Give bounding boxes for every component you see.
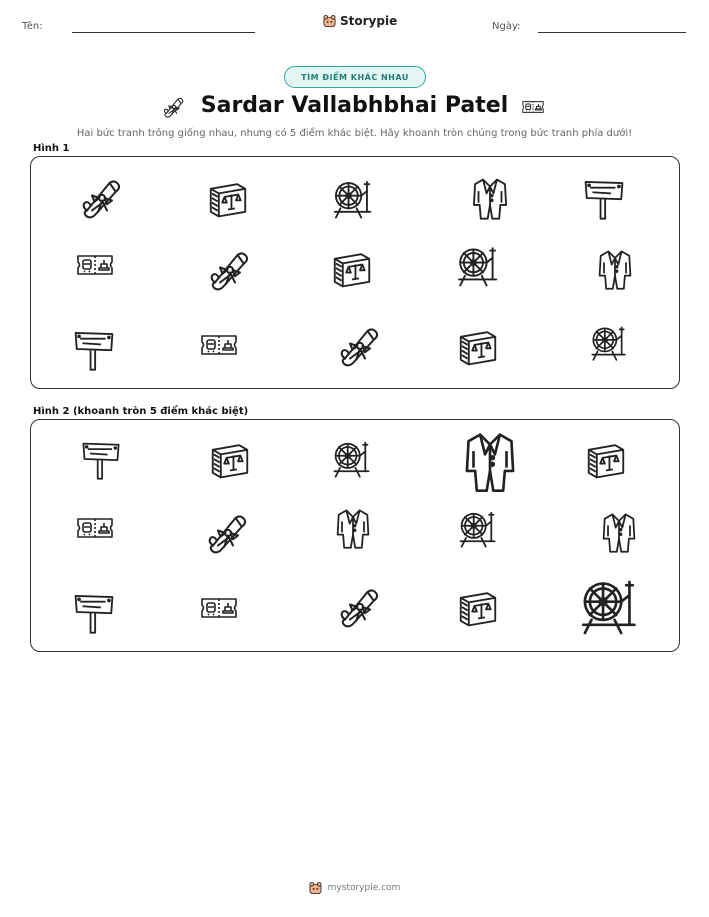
law-book-icon[interactable] — [207, 436, 253, 482]
ticket-icon[interactable] — [73, 508, 117, 548]
spinning-wheel-icon[interactable] — [587, 321, 629, 363]
suit-icon[interactable] — [457, 426, 523, 496]
diploma-scroll-icon[interactable] — [203, 508, 253, 558]
spinning-wheel-icon[interactable] — [329, 436, 373, 480]
spinning-wheel-icon[interactable] — [455, 506, 499, 550]
name-label: Tên: — [22, 21, 43, 32]
diploma-scroll-icon[interactable] — [77, 173, 127, 223]
diploma-scroll-icon[interactable] — [335, 321, 385, 371]
name-line[interactable] — [72, 32, 255, 33]
suit-icon[interactable] — [593, 245, 637, 293]
ticket-icon[interactable] — [197, 588, 241, 628]
picture1-label: Hình 1 — [33, 143, 70, 154]
brand — [323, 14, 397, 28]
ticket-icon — [520, 95, 546, 119]
brand-name: Storypie — [340, 14, 398, 28]
spinning-wheel-icon[interactable] — [575, 572, 641, 638]
suit-icon[interactable] — [331, 504, 375, 552]
law-book-icon[interactable] — [455, 584, 501, 630]
diploma-scroll-icon[interactable] — [205, 245, 255, 295]
footer-site[interactable]: mystorypie.com — [327, 883, 401, 893]
instructions: Hai bức tranh trông giống nhau, nhưng có 5 điểm khác biệt. Hãy khoanh tròn chúng trong bức tranh phía dưới! — [76, 128, 633, 139]
picture2-panel — [30, 419, 680, 652]
law-book-icon[interactable] — [455, 323, 501, 369]
storypie-logo-icon — [309, 881, 322, 895]
law-book-icon[interactable] — [205, 175, 251, 221]
spinning-wheel-icon[interactable] — [329, 175, 375, 221]
date-label: Ngày: — [492, 21, 521, 32]
suit-icon[interactable] — [597, 508, 641, 556]
page-title: Sardar Vallabhbhai Patel — [200, 93, 509, 118]
picture1-panel — [30, 156, 680, 389]
picture2-label: Hình 2 (khoanh tròn 5 điểm khác biệt) — [33, 406, 249, 417]
law-book-icon[interactable] — [329, 245, 375, 291]
activity-badge: TÌM ĐIỂM KHÁC NHAU — [284, 66, 426, 88]
ticket-icon[interactable] — [73, 245, 117, 285]
ticket-icon[interactable] — [197, 325, 241, 365]
signpost-icon[interactable] — [71, 323, 117, 375]
signpost-icon[interactable] — [71, 586, 117, 638]
signpost-icon[interactable] — [581, 173, 627, 223]
spinning-wheel-icon[interactable] — [453, 241, 501, 289]
storypie-logo-icon — [323, 14, 336, 28]
law-book-icon[interactable] — [583, 436, 629, 482]
signpost-icon[interactable] — [79, 434, 123, 484]
date-line[interactable] — [538, 32, 686, 33]
footer — [0, 881, 709, 895]
suit-icon[interactable] — [467, 174, 513, 222]
diploma-scroll-icon[interactable] — [335, 582, 385, 632]
